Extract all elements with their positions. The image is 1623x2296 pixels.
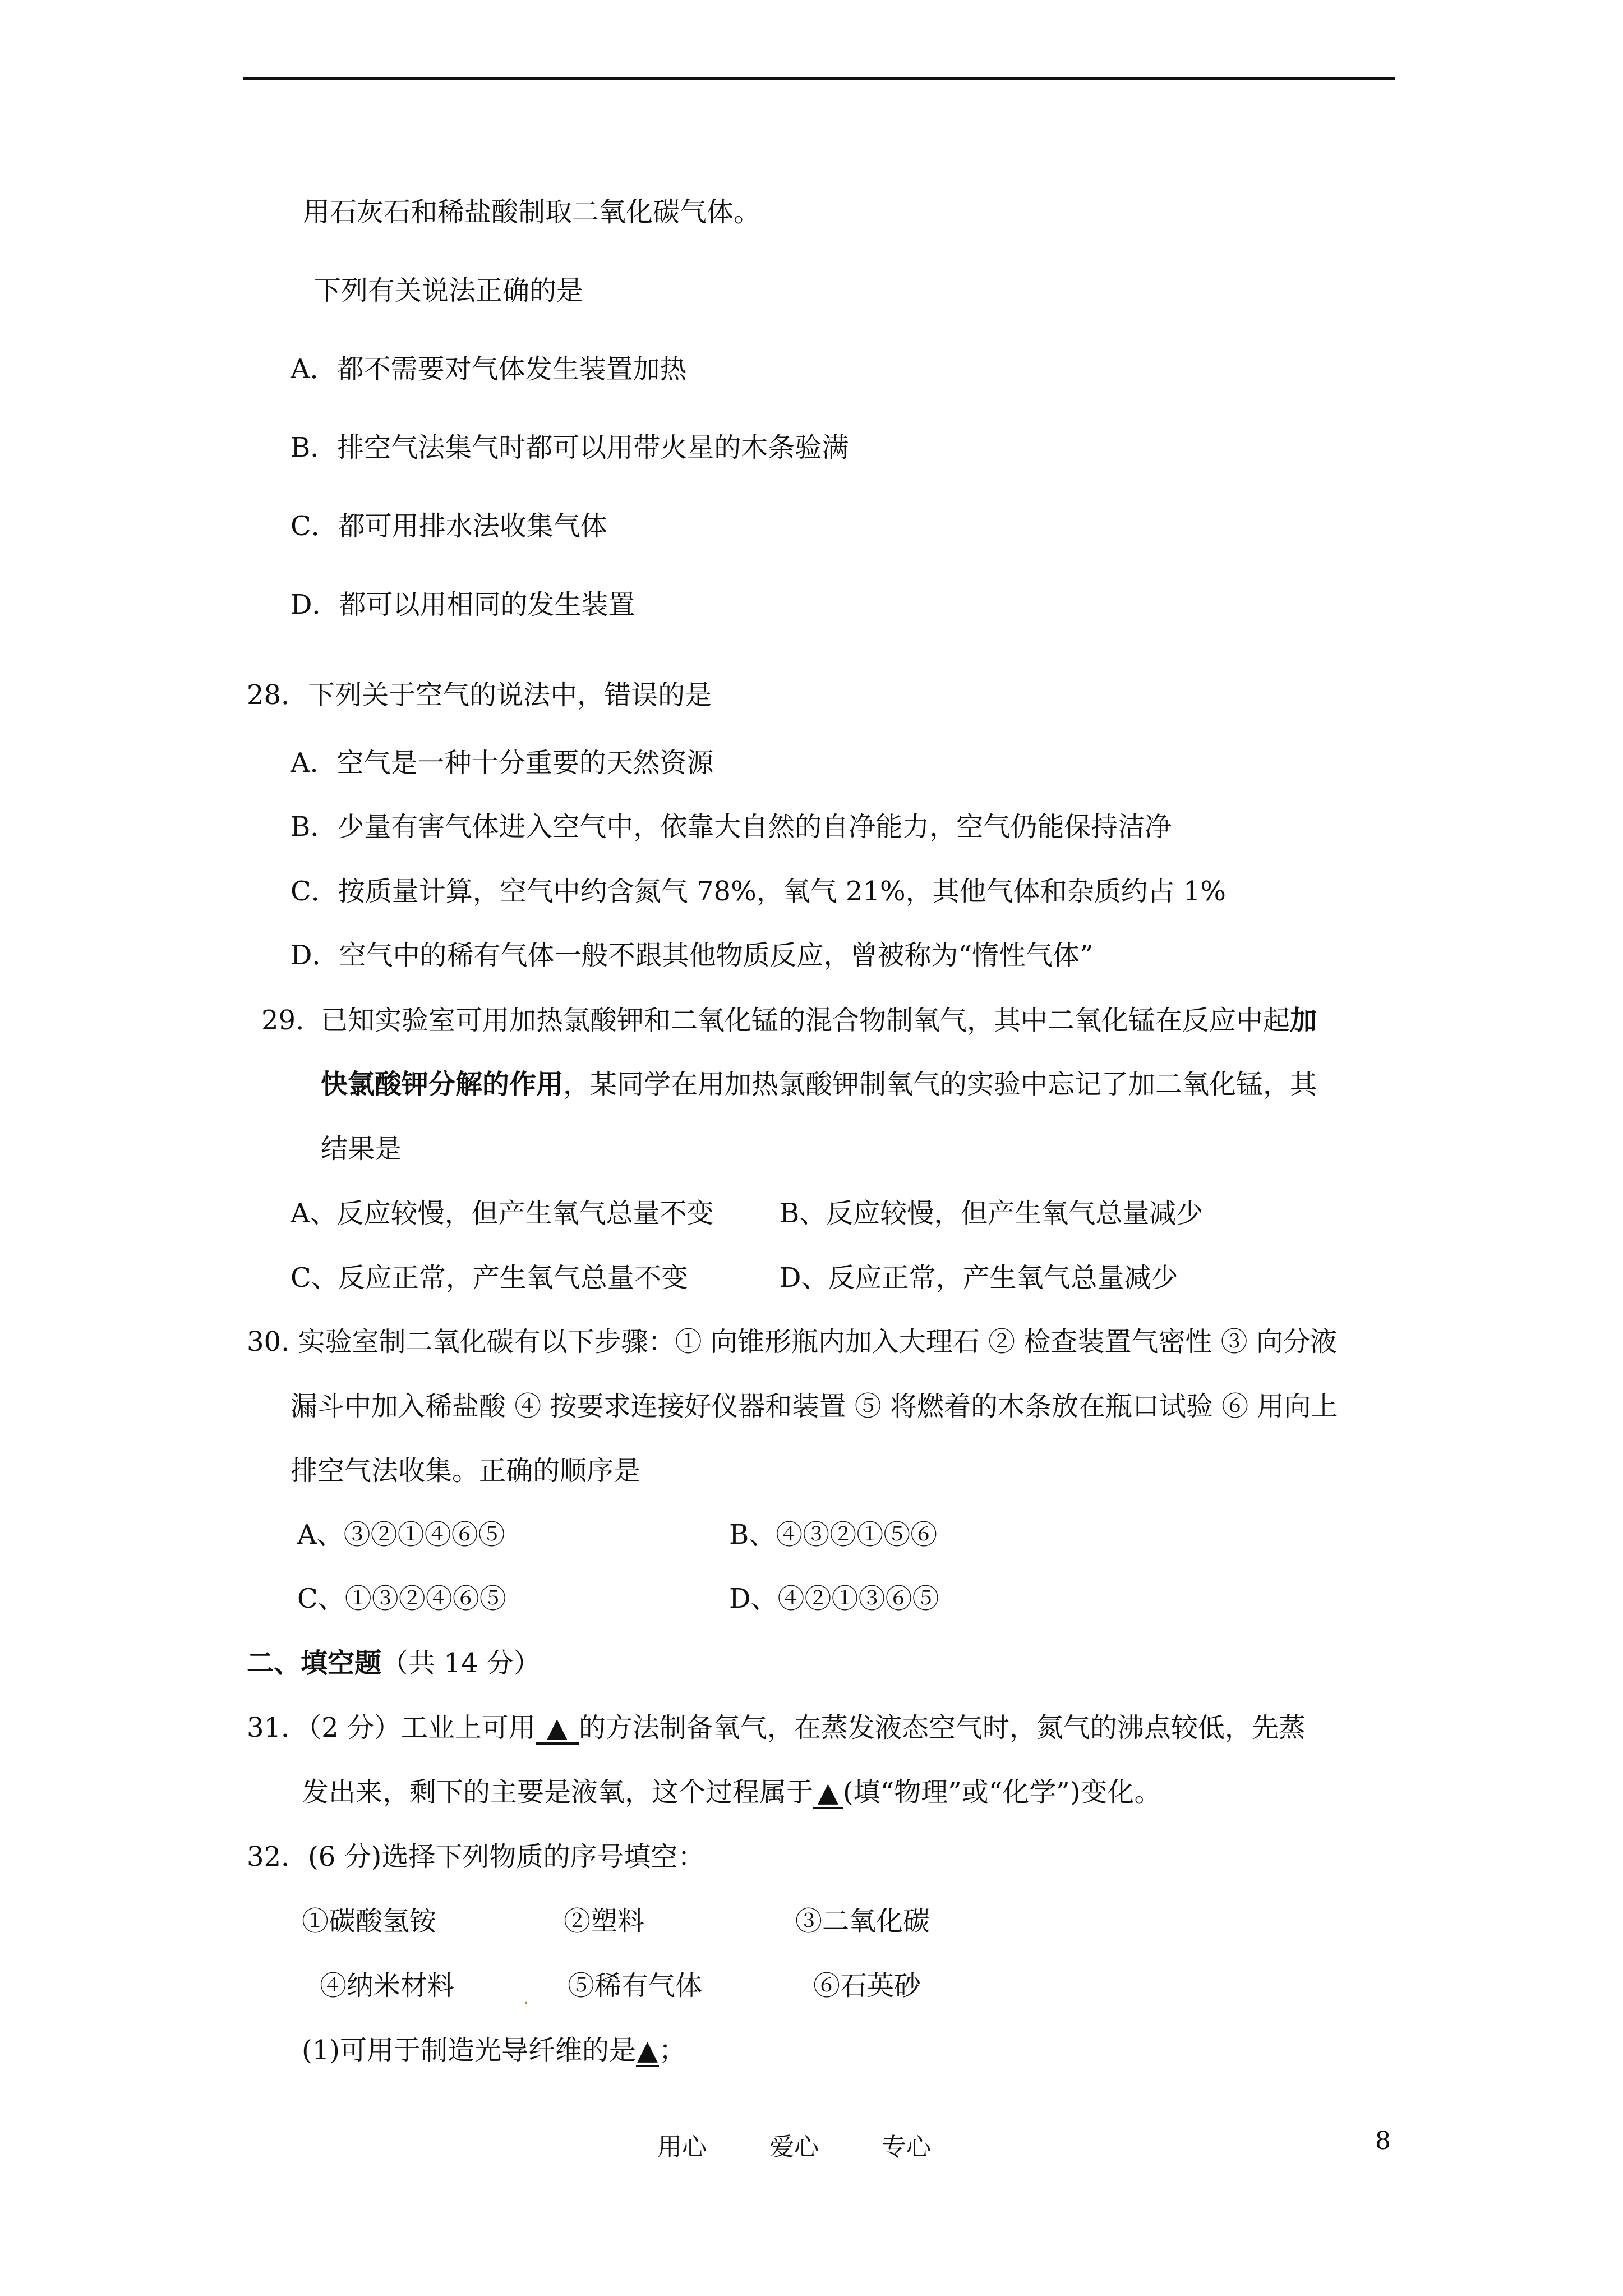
q28-option-a: A．空气是一种十分重要的天然资源 [291,747,714,779]
section-2-title: 二、填空题 [247,1648,382,1679]
q29-line-1 [321,1004,1317,1037]
q30-option-a: A、③②①④⑥⑤ [297,1519,505,1550]
q32-sub-1 [302,2033,686,2067]
q29-line-2-bold: 快氯酸钾分解的作用 [321,1069,564,1100]
q31-answer-blank-1: ▲ [536,1713,579,1745]
q28-stem: 28．下列关于空气的说法中，错误的是 [247,679,712,711]
q27-option-d: D．都可以用相同的发生装置 [291,589,635,620]
q27-option-b: B．排空气法集气时都可以用带火星的木条验满 [291,432,849,463]
q32-stem: 32．(6 分)选择下列物质的序号填空： [247,1841,705,1872]
stray-dot: . [523,1989,529,2008]
page-number: 8 [1375,2127,1391,2155]
q27-option-c: C．都可用排水法收集气体 [291,510,607,542]
q29-option-a: A、反应较慢，但产生氧气总量不变 [291,1198,714,1229]
section-2-heading [247,1646,541,1680]
header-rule [243,77,1395,80]
section-2-score: （共 14 分） [381,1648,541,1679]
q29-line-1-text: 已知实验室可用加热氯酸钾和二氧化锰的混合物制氧气，其中二氧化锰在反应中起 [321,1005,1290,1036]
q29-line-1-bold: 加 [1290,1005,1317,1036]
q29-option-c: C、反应正常，产生氧气总量不变 [291,1262,688,1294]
q28-option-d: D．空气中的稀有气体一般不跟其他物质反应，曾被称为“惰性气体” [291,940,1094,971]
q31-answer-blank-2: ▲ [813,1778,843,1809]
q27-stem-continuation: 用石灰石和稀盐酸制取二氧化碳气体。 [303,196,761,228]
q27-option-a: A．都不需要对气体发生装置加热 [291,353,687,385]
q29-line-2 [321,1068,1317,1101]
footer-left: 用心 [657,2133,707,2161]
q29-option-b: B、反应较慢，但产生氧气总量减少 [780,1198,1204,1229]
q31-line-1 [247,1711,1306,1745]
q32-item-3: ③二氧化碳 [795,1906,930,1937]
q31-line-2-text-a: 发出来，剩下的主要是液氧，这个过程属于 [302,1777,814,1808]
q32-item-5: ⑤稀有气体 [568,1970,703,2001]
q30-line-3: 排空气法收集。正确的顺序是 [291,1455,641,1487]
q32-sub-1-text: (1)可用于制造光导纤维的是 [302,2035,636,2066]
footer-mid: 爱心 [769,2133,819,2161]
q28-option-b: B．少量有害气体进入空气中，依靠大自然的自净能力，空气仍能保持洁净 [291,811,1172,843]
q31-line-2 [302,1775,1161,1809]
q29-line-3: 结果是 [321,1133,402,1165]
q32-item-6: ⑥石英砂 [813,1970,921,2001]
q30-option-c: C、①③②④⑥⑤ [297,1583,506,1614]
q29-number: 29. [261,1005,305,1036]
q30-option-b: B、④③②①⑤⑥ [729,1519,938,1550]
q28-option-c: C．按质量计算，空气中约含氮气 78%，氧气 21%，其他气体和杂质约占 1% [291,876,1227,907]
q30-line-2: 漏斗中加入稀盐酸 ④ 按要求连接好仪器和装置 ⑤ 将燃着的木条放在瓶口试验 ⑥ 用向上 [291,1391,1338,1422]
q27-prompt: 下列有关说法正确的是 [314,275,584,306]
q31-line-1-text-a: 31．（2 分）工业上可用 [247,1712,536,1743]
q32-item-1: ①碳酸氢铵 [302,1906,437,1937]
q29-option-d: D、反应正常，产生氧气总量减少 [780,1262,1178,1294]
q32-sub-1-end: ； [658,2035,686,2066]
q31-line-2-text-b: (填“物理”或“化学”)变化。 [842,1777,1161,1808]
q32-item-4: ④纳米材料 [320,1970,455,2001]
q30-line-1: 30. 实验室制二氧化碳有以下步骤：① 向锥形瓶内加入大理石 ② 检查装置气密性 ③ 向分液 [247,1326,1337,1358]
q29-line-2-text: ，某同学在用加热氯酸钾制氧气的实验中忘记了加二氧化锰，其 [563,1069,1317,1100]
q32-item-2: ②塑料 [564,1906,645,1937]
q30-option-d: D、④②①③⑥⑤ [729,1583,939,1614]
q32-sub-1-blank: ▲ [637,2035,658,2066]
q31-line-1-text-b: 的方法制备氧气，在蒸发液态空气时，氮气的沸点较低，先蒸 [578,1712,1306,1743]
footer-right: 专心 [882,2133,931,2161]
